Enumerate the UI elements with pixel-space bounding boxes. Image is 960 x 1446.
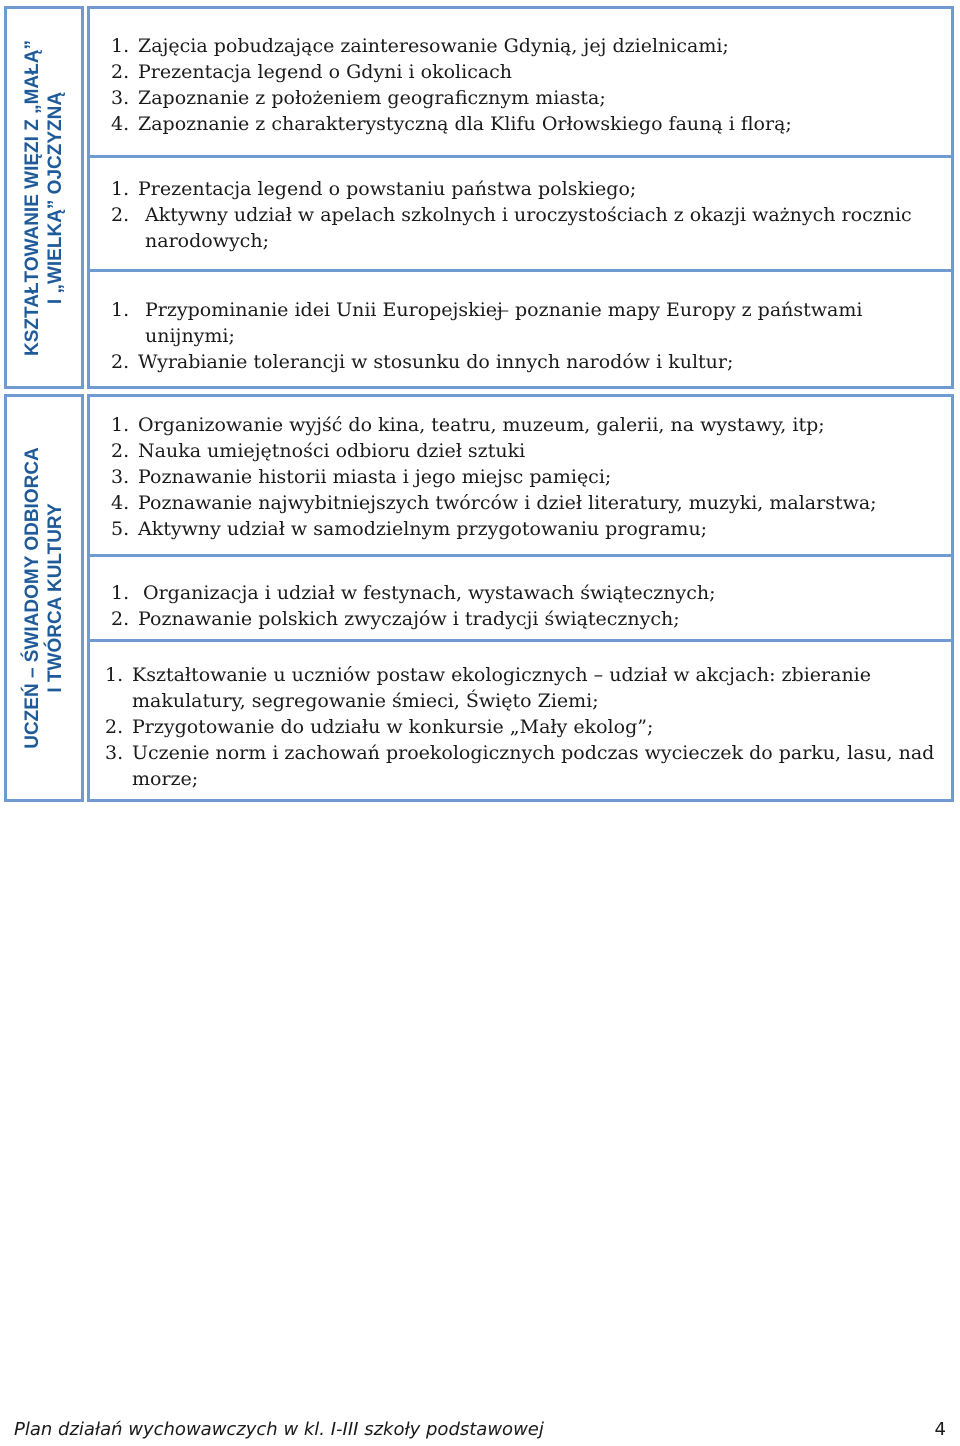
activity-list	[111, 33, 941, 137]
list-item: 4. Poznawanie najwybitniejszych twórców i dzieł literatury, muzyki, malarstwa;	[111, 492, 877, 514]
list-item: 2. Prezentacja legend o Gdyni i okolicach	[111, 61, 513, 83]
cell-europe	[87, 269, 954, 389]
section-label-culture	[4, 394, 84, 802]
section-label-homeland	[4, 6, 84, 389]
activity-list	[111, 176, 941, 254]
list-item: 1. Organizacja i udział w festynach, wystawach świątecznych;	[111, 582, 716, 604]
list-item: 3. Poznawanie historii miasta i jego miejsc pamięci;	[111, 466, 612, 488]
section-label-line1: UCZEŃ – ŚWIADOMY ODBIORCA	[22, 447, 43, 749]
cell-gdynia	[87, 6, 954, 158]
section-homeland	[4, 6, 954, 389]
page-footer: Plan działań wychowawczych w kl. I-III szkoły podstawowej	[14, 1419, 544, 1440]
activity-list	[111, 580, 941, 632]
list-item: 5. Aktywny udział w samodzielnym przygotowaniu programu;	[111, 518, 708, 540]
section-label-line1: KSZTAŁTOWANIE WIĘZI Z „MAŁĄ”	[22, 39, 43, 356]
list-item: 2. Aktywny udział w apelach szkolnych i uroczystościach z okazji ważnych rocznic narodowych;	[111, 204, 912, 252]
section-culture	[4, 394, 954, 802]
section-label-line2: I „WIELKĄ” OJCZYZNĄ	[45, 91, 66, 304]
list-item: 2. Nauka umiejętności odbioru dzieł sztuki	[111, 440, 526, 462]
activity-list	[111, 297, 941, 375]
list-item: 1. Zajęcia pobudzające zainteresowanie Gdynią, jej dzielnicami;	[111, 35, 729, 57]
cell-culture	[87, 394, 954, 557]
list-item: 1. Organizowanie wyjść do kina, teatru, muzeum, galerii, na wystawy, itp;	[111, 414, 825, 436]
list-item: 2. Poznawanie polskich zwyczajów i tradycji świątecznych;	[111, 608, 680, 630]
page-number: 4	[934, 1419, 946, 1440]
cell-national	[87, 155, 954, 272]
list-item: 2. Wyrabianie tolerancji w stosunku do innych narodów i kultur;	[111, 351, 734, 373]
cell-holidays	[87, 554, 954, 642]
activity-list	[111, 412, 941, 542]
list-item: 1. Kształtowanie u uczniów postaw ekologicznych – udział w akcjach: zbieranie makulatury, segregowanie śmieci, Święto Ziemi;	[105, 664, 872, 712]
list-item: 1. Przypominanie idei Unii Europejskiej ̶ poznanie mapy Europy z państwami unijnymi;	[111, 299, 863, 347]
list-item: 4. Zapoznanie z charakterystyczną dla Klifu Orłowskiego fauną i florą;	[111, 113, 792, 135]
activity-list	[105, 662, 945, 792]
list-item: 3. Uczenie norm i zachowań proekologicznych podczas wycieczek do parku, lasu, nad morze;	[105, 742, 935, 790]
list-item: 3. Zapoznanie z położeniem geograficznym miasta;	[111, 87, 606, 109]
section-label-line2: I TWÓRCA KULTURY	[45, 503, 66, 693]
list-item: 1. Prezentacja legend o powstaniu państwa polskiego;	[111, 178, 637, 200]
cell-ecology	[87, 639, 954, 802]
list-item: 2. Przygotowanie do udziału w konkursie „Mały ekolog”;	[105, 716, 654, 738]
